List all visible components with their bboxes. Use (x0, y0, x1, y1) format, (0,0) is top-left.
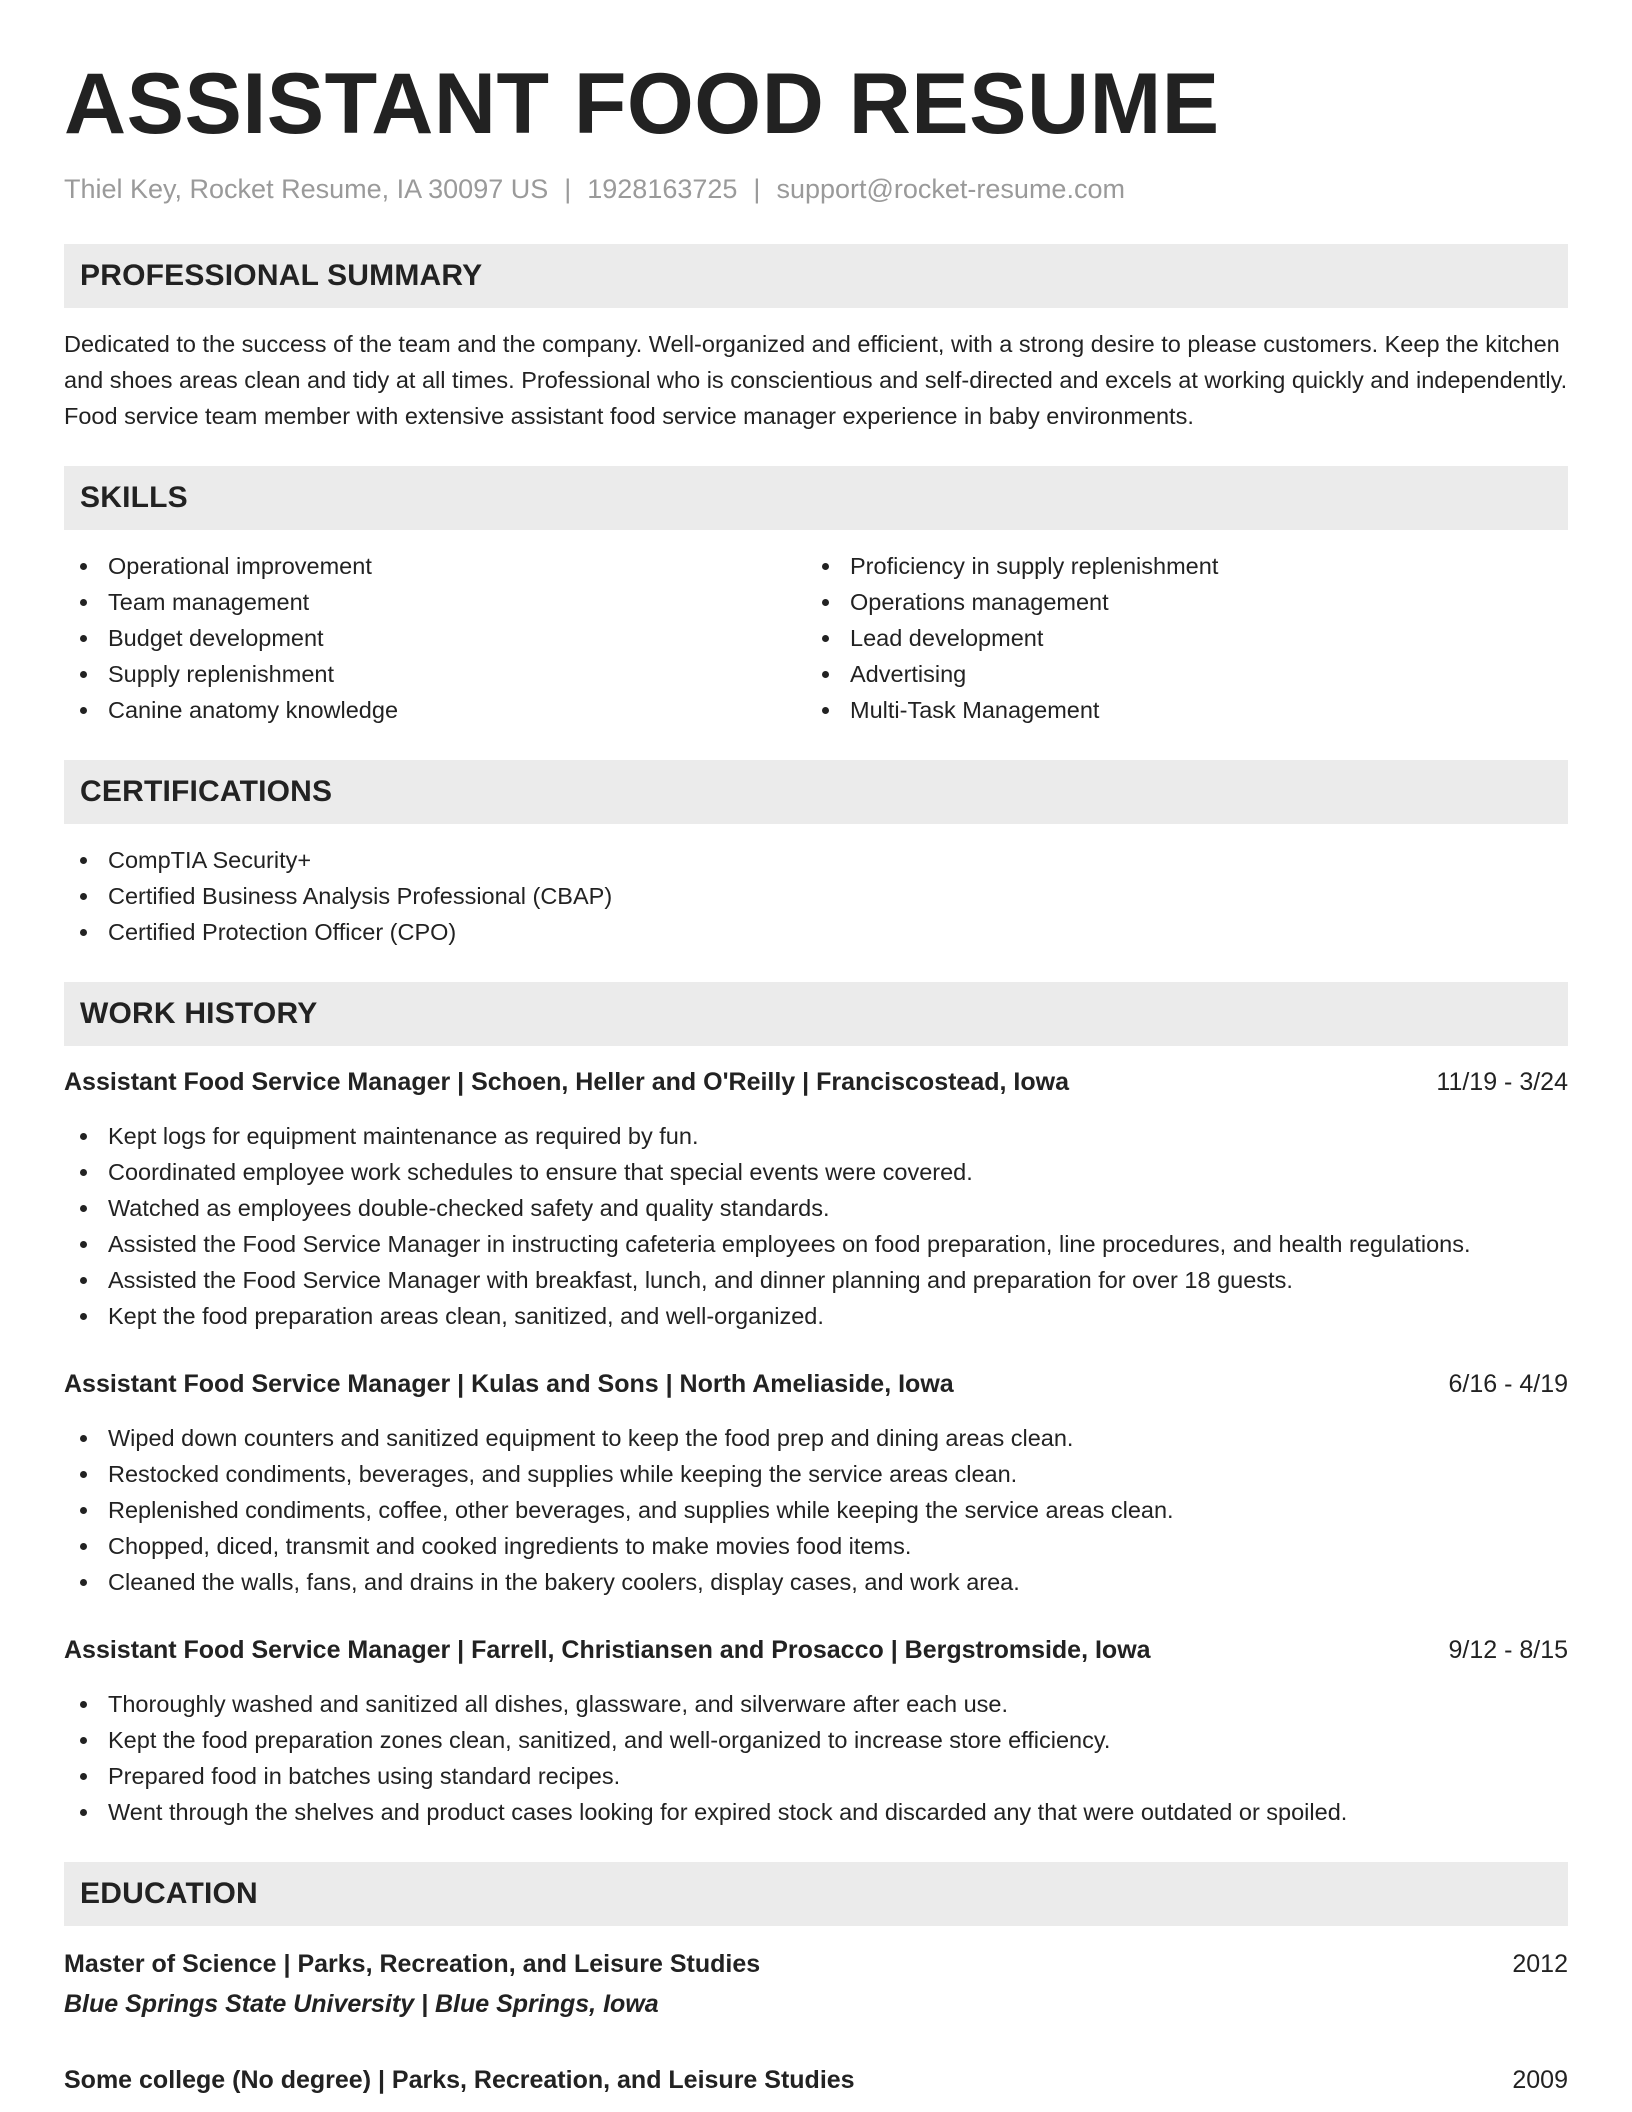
list-item: Lead development (806, 620, 1548, 656)
contact-separator: | (564, 174, 572, 204)
job-header (64, 1064, 1568, 1100)
list-item: Assisted the Food Service Manager in instructing cafeteria employees on food preparation, line procedures, and health regulations. (64, 1226, 1568, 1262)
job-bullets (64, 1420, 1568, 1600)
list-item: Operations management (806, 584, 1548, 620)
degree: Master of Science | Parks, Recreation, and Leisure Studies (64, 1950, 761, 1978)
job-dates: 6/16 - 4/19 (1448, 1370, 1568, 1398)
contact-line (64, 172, 1568, 206)
list-item: Canine anatomy knowledge (64, 692, 806, 728)
job-title: Assistant Food Service Manager | Schoen, Heller and O'Reilly | Franciscostead, Iowa (64, 1068, 1069, 1096)
list-item: Replenished condiments, coffee, other beverages, and supplies while keeping the service areas clean. (64, 1492, 1568, 1528)
list-item: Kept the food preparation areas clean, sanitized, and well-organized. (64, 1298, 1568, 1334)
list-item: Coordinated employee work schedules to ensure that special events were covered. (64, 1154, 1568, 1190)
list-item: Cleaned the walls, fans, and drains in the bakery coolers, display cases, and work area. (64, 1564, 1568, 1600)
list-item: Supply replenishment (64, 656, 806, 692)
certifications-list (64, 842, 1568, 950)
section-heading-work-history: WORK HISTORY (64, 982, 1568, 1046)
contact-separator: | (753, 174, 761, 204)
summary-text: Dedicated to the success of the team and the company. Well-organized and efficient, with a strong desire to please customers. Keep the kitchen and shoes areas clean and tidy at all times. Professional who is conscientious and self-directed and excels at working quickly and independently. Food service team member with extensive assistant food service manager experience in baby environments. (64, 331, 1568, 429)
job-header (64, 1632, 1568, 1668)
job-entry (64, 1632, 1568, 1830)
list-item: Multi-Task Management (806, 692, 1548, 728)
school-name: Blue Springs State University | Blue Springs, Iowa (64, 1990, 659, 2018)
education-entry (64, 1946, 1568, 2022)
list-item: Thoroughly washed and sanitized all dishes, glassware, and silverware after each use. (64, 1686, 1568, 1722)
job-title: Assistant Food Service Manager | Farrell, Christiansen and Prosacco | Bergstromside, Iowa (64, 1636, 1151, 1664)
degree: Some college (No degree) | Parks, Recreation, and Leisure Studies (64, 2066, 855, 2094)
list-item: Chopped, diced, transmit and cooked ingredients to make movies food items. (64, 1528, 1568, 1564)
resume-title: ASSISTANT FOOD RESUME (64, 56, 1220, 152)
list-item: CompTIA Security+ (64, 842, 1568, 878)
list-item: Restocked condiments, beverages, and supplies while keeping the service areas clean. (64, 1456, 1568, 1492)
section-heading-certifications: CERTIFICATIONS (64, 760, 1568, 824)
skills-list-right (806, 548, 1548, 728)
list-item: Advertising (806, 656, 1548, 692)
list-item: Budget development (64, 620, 806, 656)
job-title: Assistant Food Service Manager | Kulas and Sons | North Ameliaside, Iowa (64, 1370, 954, 1398)
job-dates: 9/12 - 8/15 (1448, 1636, 1568, 1664)
section-heading-education: EDUCATION (64, 1862, 1568, 1926)
list-item: Operational improvement (64, 548, 806, 584)
list-item: Certified Protection Officer (CPO) (64, 914, 1568, 950)
list-item: Team management (64, 584, 806, 620)
job-bullets (64, 1118, 1568, 1334)
skills-columns (64, 548, 1568, 728)
job-entry (64, 1366, 1568, 1600)
education-entry (64, 2062, 1568, 2098)
contact-phone: 1928163725 (587, 174, 738, 204)
list-item: Wiped down counters and sanitized equipment to keep the food prep and dining areas clean. (64, 1420, 1568, 1456)
section-heading-summary: PROFESSIONAL SUMMARY (64, 244, 1568, 308)
contact-address: Thiel Key, Rocket Resume, IA 30097 US (64, 174, 549, 204)
job-header (64, 1366, 1568, 1402)
skills-list-left (64, 548, 806, 728)
list-item: Went through the shelves and product cases looking for expired stock and discarded any that were outdated or spoiled. (64, 1794, 1568, 1830)
education-header (64, 1946, 1568, 1982)
list-item: Certified Business Analysis Professional (CBAP) (64, 878, 1568, 914)
section-heading-skills: SKILLS (64, 466, 1568, 530)
list-item: Watched as employees double-checked safety and quality standards. (64, 1190, 1568, 1226)
education-header (64, 2062, 1568, 2098)
job-bullets (64, 1686, 1568, 1830)
list-item: Assisted the Food Service Manager with breakfast, lunch, and dinner planning and preparation for over 18 guests. (64, 1262, 1568, 1298)
graduation-year: 2012 (1512, 1950, 1568, 1978)
job-entry (64, 1064, 1568, 1334)
list-item: Proficiency in supply replenishment (806, 548, 1548, 584)
list-item: Kept logs for equipment maintenance as required by fun. (64, 1118, 1568, 1154)
graduation-year: 2009 (1512, 2066, 1568, 2094)
contact-email: support@rocket-resume.com (776, 174, 1125, 204)
list-item: Prepared food in batches using standard recipes. (64, 1758, 1568, 1794)
job-dates: 11/19 - 3/24 (1436, 1068, 1568, 1096)
list-item: Kept the food preparation zones clean, sanitized, and well-organized to increase store efficiency. (64, 1722, 1568, 1758)
